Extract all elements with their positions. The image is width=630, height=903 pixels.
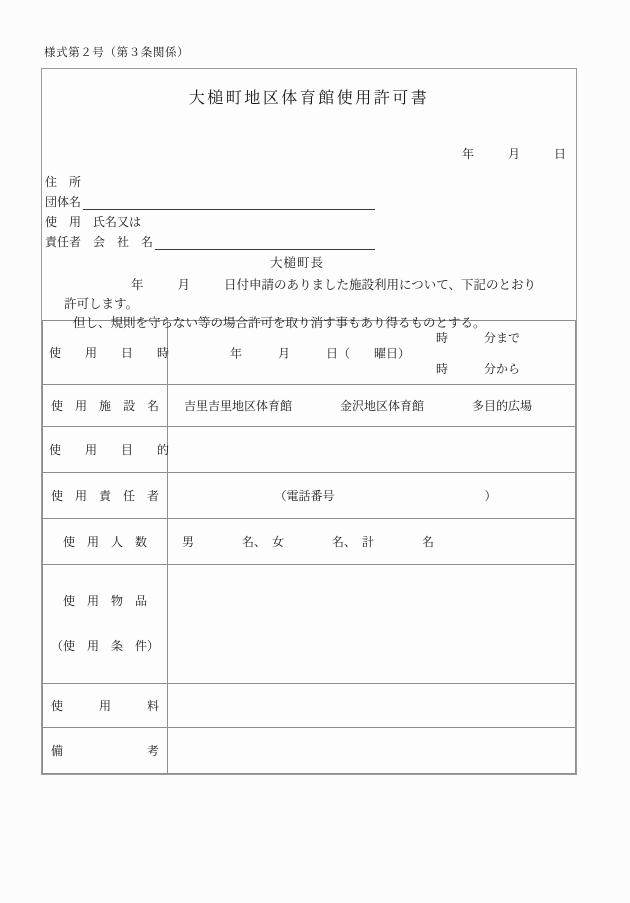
label-attendance: 使 用 人 数 [43,519,168,565]
applicant-block [45,170,375,250]
issue-date-day: 日 [553,147,566,161]
applicant-group-row [45,190,375,210]
value-attendance[interactable] [168,519,576,565]
application-date-year: 年 [131,277,144,292]
body-paragraph-line-1 [45,275,568,294]
usage-time-to-field: 時 分まで [436,330,521,345]
label-equipment [43,565,168,684]
table-row-responsible-person [43,473,576,519]
applicant-group-field[interactable] [83,192,375,210]
applicant-user-label-1: 使 用 氏名又は [45,215,142,229]
applicant-address-label: 住 所 [45,175,82,189]
document-header-area [42,85,576,330]
issue-date-line [462,145,566,162]
applicant-user-label-2: 責任者 会 社 名 [45,235,154,249]
applicant-user-row-1 [45,210,375,230]
page-title: 大槌町地区体育館使用許可書 [188,88,430,107]
phone-number-field [178,487,565,504]
table-row-usage-fee [43,684,576,728]
table-row-usage-purpose [43,427,576,473]
application-date-month: 月 [177,277,191,292]
value-responsible-person[interactable] [168,473,576,519]
label-equipment-line-1: 使 用 物 品 [62,594,147,608]
label-usage-purpose: 使 用 目 的 [43,427,168,473]
label-remarks: 備 考 [43,728,168,774]
issue-date-year: 年 [461,147,474,161]
label-usage-datetime: 使 用 日 時 [43,321,168,385]
applicant-group-label: 団体名 [45,195,82,209]
applicant-address-field[interactable] [83,173,375,190]
body-paragraph-line-2: 許可します。 [64,296,139,311]
usage-time-from-field: 時 分から [436,361,521,376]
value-usage-purpose[interactable] [168,427,576,473]
applicant-user-spacer [143,213,375,230]
label-usage-fee: 使 用 料 [43,684,168,728]
document-frame [41,68,577,775]
label-facility-name: 使 用 施 設 名 [43,385,168,427]
permit-detail-table [42,320,576,774]
label-equipment-line-2: （使 用 条 件） [50,639,159,653]
phone-number-close-paren: ） [484,489,497,503]
applicant-user-row-2 [45,230,375,250]
value-usage-fee[interactable] [168,684,576,728]
addressee: 大槌町長 [269,255,324,270]
table-row-equipment [43,565,576,684]
form-number: 様式第２号（第３条関係） [44,45,190,59]
value-facility-name[interactable] [168,385,576,427]
body-line-1-rest: 日付申請のありました施設利用について、下記のとおり [224,277,537,292]
applicant-user-field[interactable] [155,232,375,250]
body-paragraph-line-3: 但し、規則を守らない等の場合許可を取り消す事もあり得るものとする。 [73,315,486,330]
table-row-remarks [43,728,576,774]
table-row-attendance [43,519,576,565]
table-row-facility-name [43,385,576,427]
label-responsible-person: 使 用 責 任 者 [43,473,168,519]
phone-number-label: （電話番号 [274,489,335,503]
facility-options: 吉里吉里地区体育館 金沢地区体育館 多目的広場 [184,399,533,413]
issue-date-month: 月 [507,147,520,161]
usage-date-field: 年 月 日（ 曜日） [230,346,411,360]
attendance-breakdown: 男 名、 女 名、 計 名 [182,535,435,549]
applicant-address-row [45,170,375,190]
value-remarks[interactable] [168,728,576,774]
value-equipment[interactable] [168,565,576,684]
